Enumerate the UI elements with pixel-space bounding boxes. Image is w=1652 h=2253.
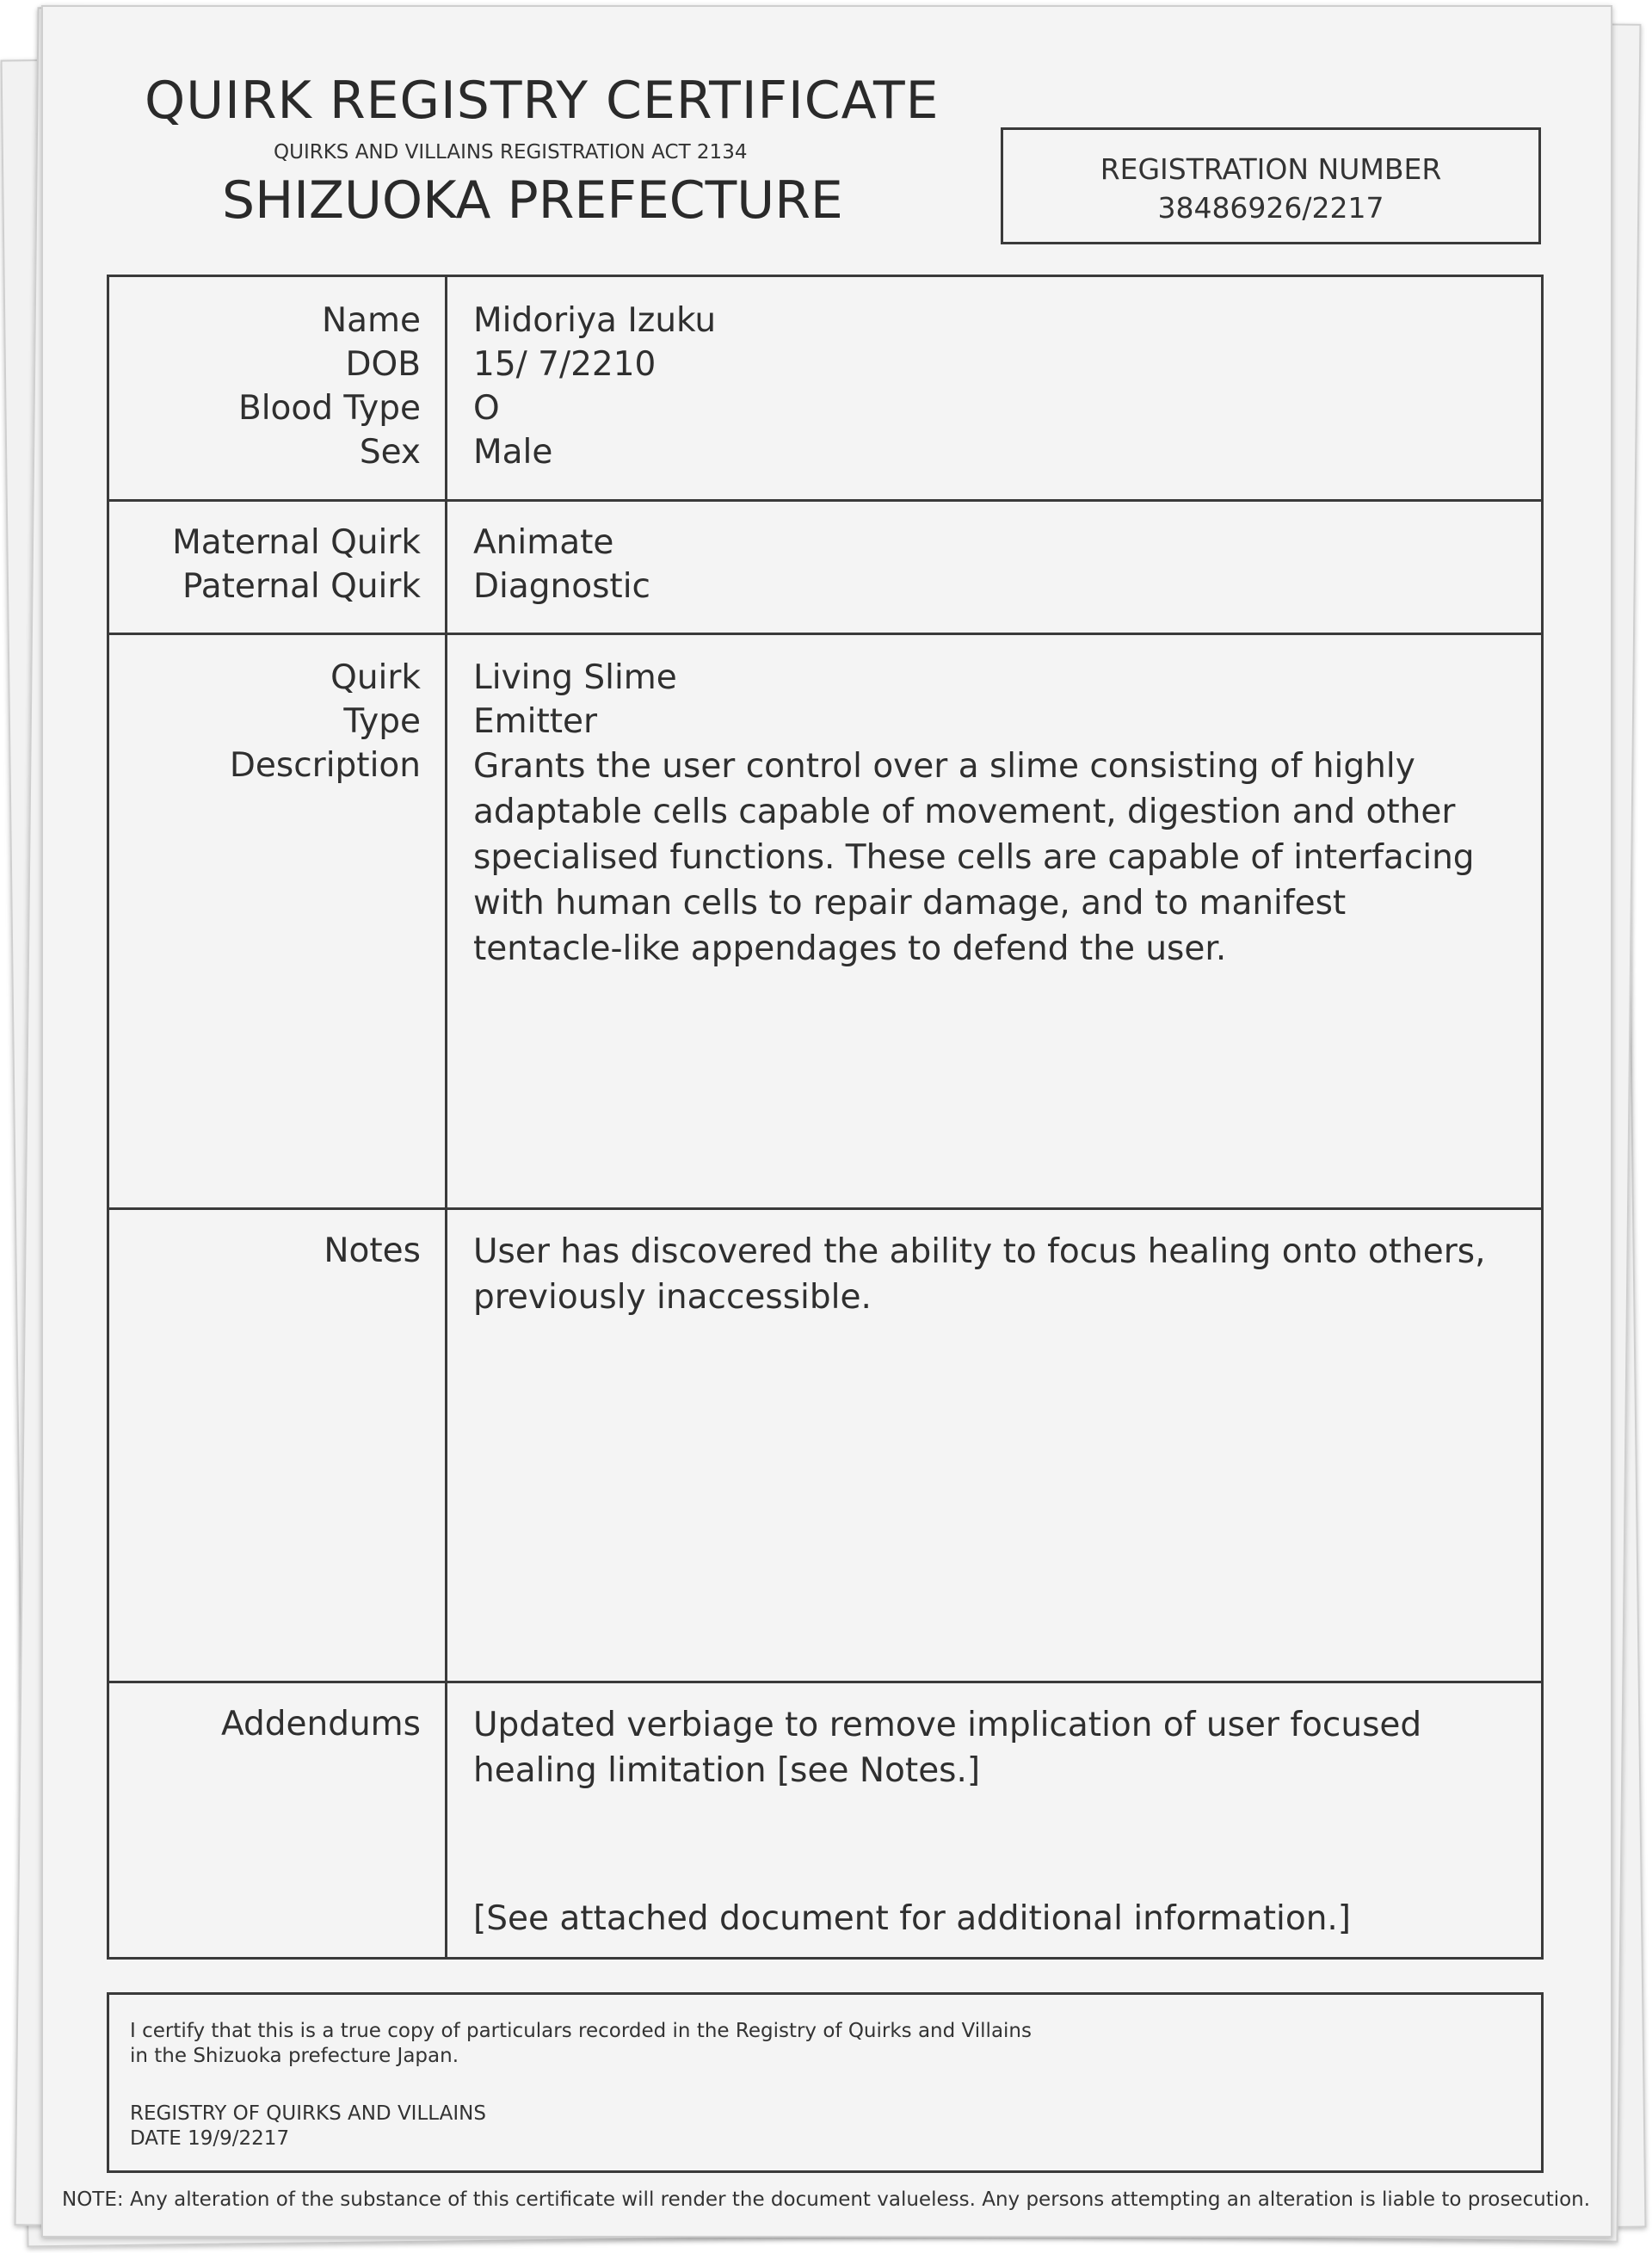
- notes-label: Notes: [324, 1231, 421, 1270]
- certification-date: DATE 19/9/2217: [130, 2127, 290, 2150]
- maternal-quirk-label: Maternal Quirk: [172, 523, 421, 562]
- blood-type-value: O: [473, 389, 500, 428]
- description-line: tentacle-like appendages to defend the user.: [473, 929, 1227, 968]
- certificate-title: QUIRK REGISTRY CERTIFICATE: [145, 71, 940, 131]
- dob-value: 15/ 7/2210: [473, 345, 656, 384]
- name-value: Midoriya Izuku: [473, 301, 717, 340]
- notes-section: [109, 1207, 1541, 1681]
- addendums-values: [473, 1702, 1506, 1793]
- parent-labels: [109, 521, 421, 608]
- paternal-quirk-value: Diagnostic: [473, 567, 650, 606]
- type-label: Type: [343, 702, 421, 741]
- personal-labels: [109, 299, 421, 474]
- addendums-section: [109, 1681, 1541, 1962]
- sex-label: Sex: [359, 433, 421, 472]
- quirk-value: Living Slime: [473, 658, 677, 697]
- dob-label: DOB: [345, 345, 421, 384]
- attached-document-note: [See attached document for additional information.]: [473, 1899, 1352, 1938]
- act-subtitle: QUIRKS AND VILLAINS REGISTRATION ACT 2134: [274, 141, 748, 164]
- registration-number-label: REGISTRATION NUMBER: [1100, 152, 1442, 186]
- particulars-table: [107, 275, 1544, 1960]
- registration-number-box: [1001, 127, 1541, 244]
- notes-values: [473, 1229, 1506, 1320]
- addendums-label: Addendums: [220, 1705, 421, 1744]
- blood-type-label: Blood Type: [237, 389, 421, 428]
- notes-label-col: [109, 1229, 421, 1273]
- attached-note: [473, 1897, 1506, 1941]
- paternal-quirk-label: Paternal Quirk: [182, 567, 421, 606]
- quirk-values: [473, 656, 1506, 972]
- notes-line: User has discovered the ability to focus healing onto others,: [473, 1232, 1486, 1271]
- description-label: Description: [229, 746, 421, 785]
- parent-values: [473, 521, 1506, 608]
- sex-value: Male: [473, 433, 553, 472]
- quirk-label: Quirk: [330, 658, 421, 697]
- quirk-section: [109, 633, 1541, 1207]
- certification-line: in the Shizuoka prefecture Japan.: [130, 2045, 459, 2067]
- certification-line: I certify that this is a true copy of particulars recorded in the Registry of Quirks and Villains: [130, 2020, 1032, 2042]
- prefecture-title: SHIZUOKA PREFECTURE: [222, 170, 843, 231]
- maternal-quirk-value: Animate: [473, 523, 614, 562]
- personal-values: [473, 299, 1506, 474]
- description-value: [473, 744, 1506, 972]
- quirk-labels: [109, 656, 421, 787]
- addendums-label-col: [109, 1702, 421, 1746]
- addendum-line: healing limitation [see Notes.]: [473, 1751, 981, 1790]
- alteration-notice: NOTE: Any alteration of the substance of this certificate will render the document valueless. Any persons attempting an alteration is liable to prosecution.: [62, 2188, 1591, 2211]
- description-line: specialised functions. These cells are capable of interfacing: [473, 838, 1475, 877]
- type-value: Emitter: [473, 702, 598, 741]
- notes-line: previously inaccessible.: [473, 1278, 872, 1317]
- parent-quirks-section: [109, 499, 1541, 633]
- registry-name: REGISTRY OF QUIRKS AND VILLAINS: [130, 2102, 486, 2125]
- description-line: adaptable cells capable of movement, digestion and other: [473, 793, 1456, 831]
- name-label: Name: [321, 301, 421, 340]
- description-line: Grants the user control over a slime consisting of highly: [473, 747, 1415, 786]
- personal-section: [109, 277, 1541, 499]
- certification-box: [107, 1992, 1544, 2173]
- addendum-line: Updated verbiage to remove implication of user focused: [473, 1706, 1422, 1744]
- description-line: with human cells to repair damage, and to manifest: [473, 884, 1347, 923]
- registration-number-value: 38486926/2217: [1157, 191, 1384, 225]
